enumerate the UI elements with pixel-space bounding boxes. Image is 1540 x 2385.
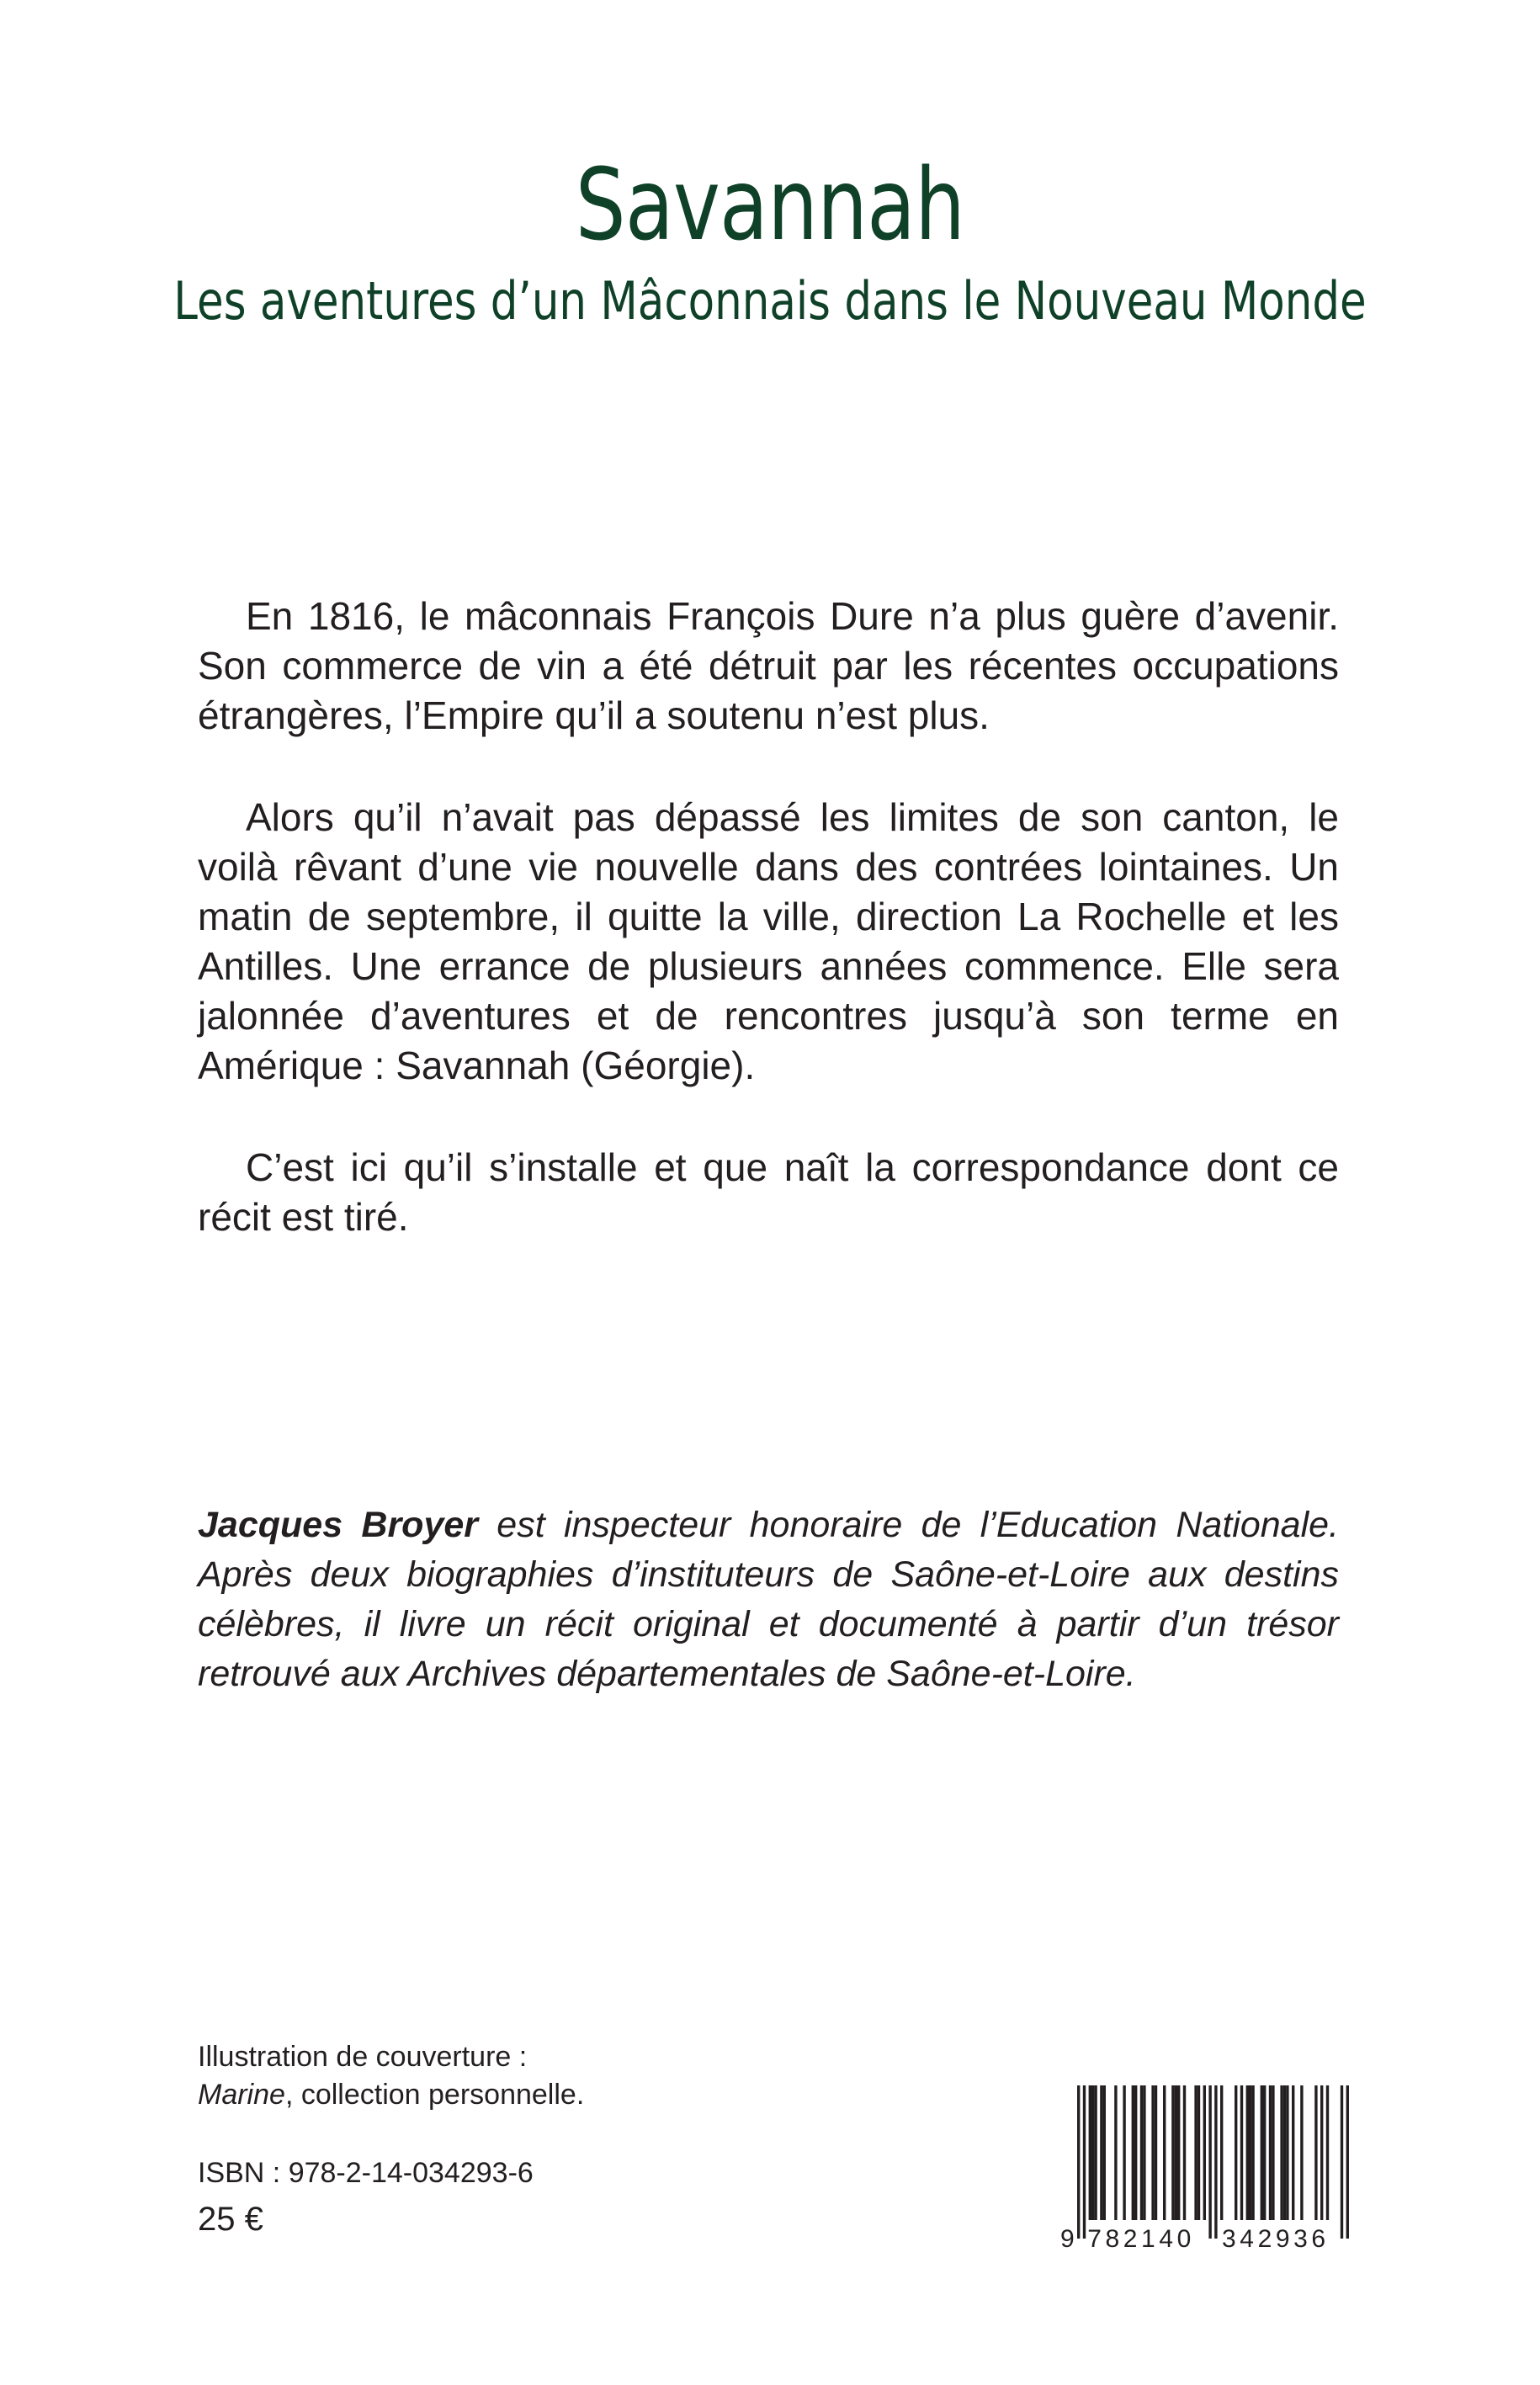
barcode-bar (1140, 2085, 1143, 2220)
barcode-bar (1089, 2085, 1091, 2220)
ean13-barcode-icon (1042, 2079, 1355, 2255)
barcode-bar (1214, 2085, 1217, 2239)
barcode-bar (1240, 2085, 1243, 2220)
summary-paragraph-1: En 1816, le mâconnais François Dure n’a plus guère d’avenir. Son commerce de vin a été détruit par les récentes occupations étrangères, l’Empire qu’il a soutenu n’est plus. (198, 594, 1339, 737)
barcode-bar (1194, 2085, 1197, 2220)
barcode-bar (1114, 2085, 1117, 2220)
barcode-bar (1094, 2085, 1097, 2220)
summary-text (198, 592, 1339, 1294)
barcode-bar (1261, 2085, 1263, 2220)
barcode (1042, 2079, 1355, 2255)
book-title: Savannah (575, 146, 965, 263)
barcode-bar (1220, 2085, 1223, 2220)
barcode-bar (1175, 2085, 1177, 2220)
barcode-bar (1163, 2085, 1166, 2220)
barcode-bar (1177, 2085, 1180, 2220)
barcode-bar (1320, 2085, 1323, 2220)
barcode-bar (1171, 2085, 1174, 2220)
barcode-bar (1077, 2085, 1080, 2239)
barcode-bar (1197, 2085, 1200, 2220)
barcode-bar (1300, 2085, 1303, 2220)
barcode-bar (1132, 2085, 1134, 2220)
illustration-label: Illustration de couverture : (198, 2041, 528, 2073)
barcode-bar (1235, 2085, 1237, 2220)
illustration-source: , collection personnelle. (284, 2079, 585, 2111)
barcode-bar (1143, 2085, 1145, 2220)
isbn-text: ISBN : 978-2-14-034293-6 (198, 2157, 534, 2189)
barcode-bar (1208, 2085, 1211, 2239)
barcode-bar (1269, 2085, 1272, 2220)
barcode-bar (1103, 2085, 1106, 2220)
author-name: Jacques Broyer (198, 1505, 479, 1545)
illustration-work: Marine (198, 2079, 285, 2111)
barcode-bar (1341, 2085, 1343, 2239)
author-bio (198, 1501, 1339, 1699)
barcode-bar (1203, 2085, 1206, 2220)
barcode-bar (1292, 2085, 1294, 2220)
barcode-bar (1083, 2085, 1086, 2239)
cover-credits (198, 2038, 584, 2114)
barcode-bar (1151, 2085, 1154, 2220)
barcode-bar (1272, 2085, 1274, 2220)
barcode-bar (1183, 2085, 1186, 2220)
barcode-bar (1280, 2085, 1282, 2220)
price-text: 25 € (198, 2201, 263, 2238)
barcode-bar (1283, 2085, 1286, 2220)
barcode-bar (1286, 2085, 1288, 2220)
barcode-bar (1155, 2085, 1157, 2220)
barcode-digits: 9 (1060, 2225, 1079, 2253)
author-bio-text: est inspecteur honoraire de l’Education Nationale. Après deux biographies d’instituteurs de Saône-et-Loire aux destins célèbres, il livre un récit original et documenté à partir d’un trésor retrouvé aux Archives départementales de Saône-et-Loire. (198, 1505, 1339, 1694)
barcode-bar (1251, 2085, 1254, 2220)
barcode-digits: 342936 (1222, 2225, 1330, 2253)
barcode-bar (1134, 2085, 1137, 2220)
barcode-bar (1326, 2085, 1329, 2220)
barcode-bar (1100, 2085, 1102, 2220)
barcode-bar (1246, 2085, 1249, 2220)
barcode-bar (1091, 2085, 1094, 2220)
barcode-bar (1123, 2085, 1125, 2220)
barcode-bar (1346, 2085, 1349, 2239)
summary-paragraph-3: C’est ici qu’il s’installe et que naît la correspondance dont ce récit est tiré. (198, 1145, 1339, 1239)
barcode-bar (1263, 2085, 1266, 2220)
barcode-bar (1314, 2085, 1317, 2220)
barcode-bar (1249, 2085, 1251, 2220)
illustration-line (198, 2076, 584, 2114)
book-subtitle: Les aventures d’un Mâconnais dans le Nouveau Monde (173, 270, 1367, 332)
summary-paragraph-2: Alors qu’il n’avait pas dépassé les limites de son canton, le voilà rêvant d’une vie nouvelle dans des contrées lointaines. Un matin de septembre, il quitte la ville, direction La Rochelle et les Antilles. Une errance de plusieurs années commence. Elle sera jalonnée d’aventures et de rencontres jusqu’à son terme en Amérique : Savannah (Géorgie). (198, 795, 1339, 1087)
barcode-digits: 782140 (1087, 2225, 1195, 2253)
